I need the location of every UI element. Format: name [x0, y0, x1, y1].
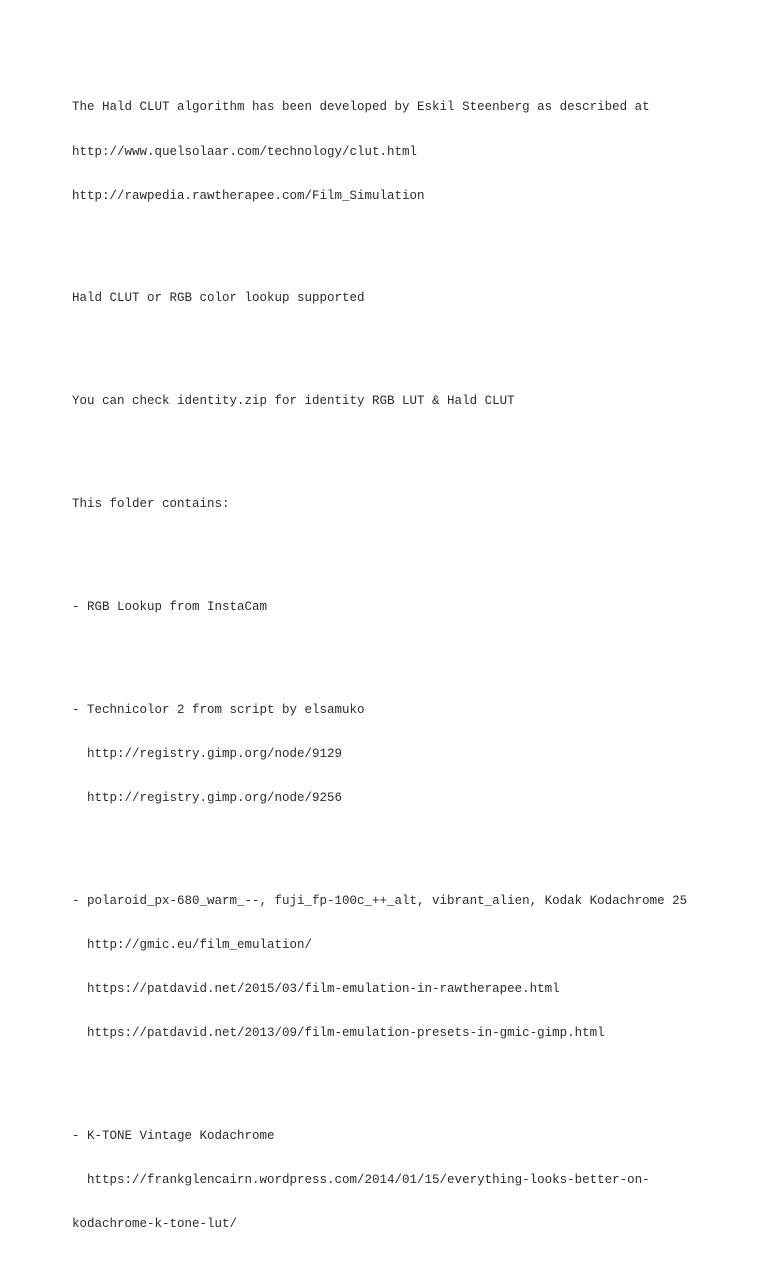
document-body: [72, 71, 712, 1262]
frankglencairn-link-part2[interactable]: kodachrome-k-tone-lut/: [72, 1217, 238, 1232]
gmic-film-emulation-link[interactable]: http://gmic.eu/film_emulation/: [72, 938, 313, 953]
item-title-instacam: - RGB Lookup from InstaCam: [72, 600, 268, 615]
patdavid-rawtherapee-link[interactable]: https://patdavid.net/2015/03/film-emulation-in-rawtherapee.html: [72, 982, 560, 997]
supported-line: Hald CLUT or RGB color lookup supported: [72, 291, 365, 306]
quelsolaar-link[interactable]: http://www.quelsolaar.com/technology/clut.html: [72, 144, 418, 159]
spacer: [72, 336, 712, 351]
item-title-technicolor: - Technicolor 2 from script by elsamuko: [72, 703, 365, 718]
folder-heading: This folder contains:: [72, 497, 230, 512]
item-title-film-emulation: - polaroid_px-680_warm_--, fuji_fp-100c_++_alt, vibrant_alien, Kodak Kodachrome 25: [72, 894, 688, 909]
spacer: [72, 644, 712, 659]
rawpedia-link[interactable]: http://rawpedia.rawtherapee.com/Film_Simulation: [72, 188, 425, 203]
spacer: [72, 1071, 712, 1086]
frankglencairn-link-part1[interactable]: https://frankglencairn.wordpress.com/2014/01/15/everything-looks-better-on-: [72, 1173, 650, 1188]
technicolor-link-9129[interactable]: http://registry.gimp.org/node/9129: [72, 747, 343, 762]
spacer: [72, 541, 712, 556]
intro-line: The Hald CLUT algorithm has been developed by Eskil Steenberg as described at: [72, 100, 650, 115]
spacer: [72, 835, 712, 850]
spacer: [72, 233, 712, 248]
spacer: [72, 438, 712, 453]
technicolor-link-9256[interactable]: http://registry.gimp.org/node/9256: [72, 791, 343, 806]
patdavid-gmic-gimp-link[interactable]: https://patdavid.net/2013/09/film-emulation-presets-in-gmic-gimp.html: [72, 1026, 605, 1041]
identity-note-line: You can check identity.zip for identity RGB LUT & Hald CLUT: [72, 394, 515, 409]
item-title-k-tone: - K-TONE Vintage Kodachrome: [72, 1129, 275, 1144]
